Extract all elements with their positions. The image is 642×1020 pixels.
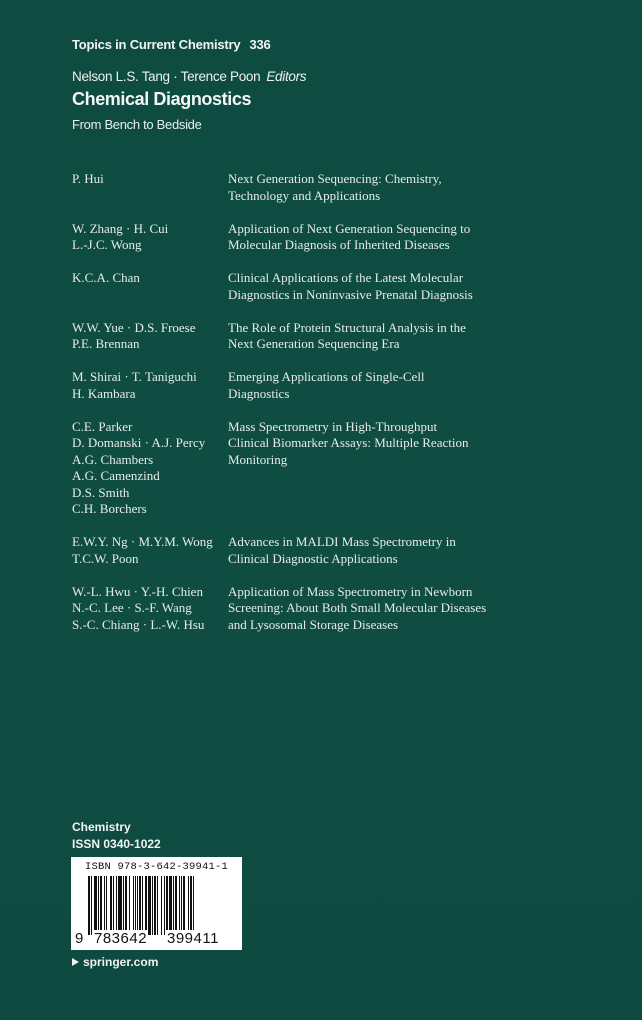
author-line: C.E. Parker — [72, 418, 133, 434]
website-text: springer.com — [83, 955, 159, 969]
chapter-title-line: and Lysosomal Storage Diseases — [228, 616, 399, 632]
contents-entry — [72, 534, 552, 567]
entry-chapter-title — [228, 534, 528, 567]
entry-authors — [72, 584, 228, 634]
author-line: M. Shirai · T. Taniguchi — [72, 369, 197, 384]
entry-chapter-title — [228, 171, 528, 204]
author-line: H. Kambara — [72, 385, 136, 401]
barcode-bars — [88, 876, 232, 935]
author-line: N.-C. Lee · S.-F. Wang — [72, 600, 192, 615]
author-line: W.-L. Hwu · Y.-H. Chien — [72, 583, 203, 599]
barcode-group-2: 399411 — [167, 930, 219, 947]
author-line: P.E. Brennan — [72, 336, 140, 351]
author-line: L.-J.C. Wong — [72, 237, 142, 252]
author-line: W.W. Yue · D.S. Froese — [72, 319, 196, 335]
author-line: D.S. Smith — [72, 484, 130, 500]
entry-chapter-title — [228, 320, 528, 353]
chapter-title-line: Molecular Diagnosis of Inherited Diseases — [228, 237, 450, 252]
barcode-lead-digit: 9 — [75, 930, 84, 947]
entry-authors — [72, 419, 228, 518]
author-line: D. Domanski · A.J. Percy — [72, 435, 206, 450]
entry-chapter-title — [228, 270, 528, 303]
author-line: T.C.W. Poon — [72, 550, 139, 566]
contents-entry — [72, 270, 552, 303]
entry-authors — [72, 221, 228, 254]
book-subtitle: From Bench to Bedside — [72, 117, 202, 132]
chapter-title-line: Screening: About Both Small Molecular Diseases — [228, 600, 487, 615]
chapter-title-line: Technology and Applications — [228, 187, 381, 203]
issn-label: ISSN 0340-1022 — [72, 837, 161, 851]
book-title: Chemical Diagnostics — [72, 89, 252, 109]
chapter-title-line: Next Generation Sequencing Era — [228, 336, 400, 351]
website-link[interactable] — [72, 955, 158, 969]
chapter-title-line: Diagnostics in Noninvasive Prenatal Diagnosis — [228, 286, 473, 302]
author-line: A.G. Chambers — [72, 451, 154, 467]
contents-entry — [72, 369, 552, 402]
chapter-title-line: Monitoring — [228, 451, 288, 467]
entry-authors — [72, 320, 228, 353]
chapter-title-line: Advances in MALDI Mass Spectrometry in — [228, 534, 456, 549]
entry-authors — [72, 171, 228, 204]
barcode — [71, 857, 242, 950]
entry-chapter-title — [228, 369, 528, 402]
author-line: E.W.Y. Ng · M.Y.M. Wong — [72, 534, 213, 549]
series-volume: 336 — [249, 37, 271, 52]
chapter-title-line: Emerging Applications of Single-Cell — [228, 369, 425, 384]
entry-authors — [72, 369, 228, 402]
entry-authors — [72, 270, 228, 303]
chapter-title-line: Application of Next Generation Sequencing to — [228, 220, 471, 236]
contents-entry — [72, 419, 552, 518]
entry-chapter-title — [228, 221, 528, 254]
contents-entry — [72, 320, 552, 353]
author-line: A.G. Camenzind — [72, 468, 160, 483]
series-line — [72, 37, 271, 52]
author-line: S.-C. Chiang · L.-W. Hsu — [72, 616, 205, 632]
author-line: C.H. Borchers — [72, 501, 147, 516]
author-line: K.C.A. Chan — [72, 270, 140, 285]
contents-entry — [72, 584, 552, 634]
barcode-group-1: 783642 — [94, 930, 148, 947]
entry-chapter-title — [228, 419, 528, 518]
author-line: W. Zhang · H. Cui — [72, 220, 169, 236]
contents-entry — [72, 221, 552, 254]
entry-authors — [72, 534, 228, 567]
editor-names: Nelson L.S. Tang · Terence Poon — [72, 69, 261, 84]
editors-role: Editors — [266, 69, 307, 84]
chapter-title-line: Clinical Diagnostic Applications — [228, 550, 398, 566]
editors-line — [72, 69, 306, 84]
chapter-title-line: Mass Spectrometry in High-Throughput — [228, 418, 438, 434]
contents-entry — [72, 171, 552, 204]
chapter-title-line: Clinical Applications of the Latest Molecular — [228, 270, 464, 285]
entry-chapter-title — [228, 584, 528, 634]
isbn-text: ISBN 978-3-642-39941-1 — [84, 861, 229, 873]
series-name: Topics in Current Chemistry — [72, 37, 241, 52]
triangle-right-icon — [72, 958, 79, 966]
table-of-contents — [72, 171, 552, 650]
chapter-title-line: Next Generation Sequencing: Chemistry, — [228, 171, 442, 186]
chapter-title-line: The Role of Protein Structural Analysis in the — [228, 319, 466, 335]
chapter-title-line: Clinical Biomarker Assays: Multiple Reaction — [228, 435, 469, 450]
chapter-title-line: Application of Mass Spectrometry in Newborn — [228, 583, 473, 599]
author-line: P. Hui — [72, 171, 104, 186]
subject-label: Chemistry — [72, 820, 131, 834]
chapter-title-line: Diagnostics — [228, 385, 290, 401]
